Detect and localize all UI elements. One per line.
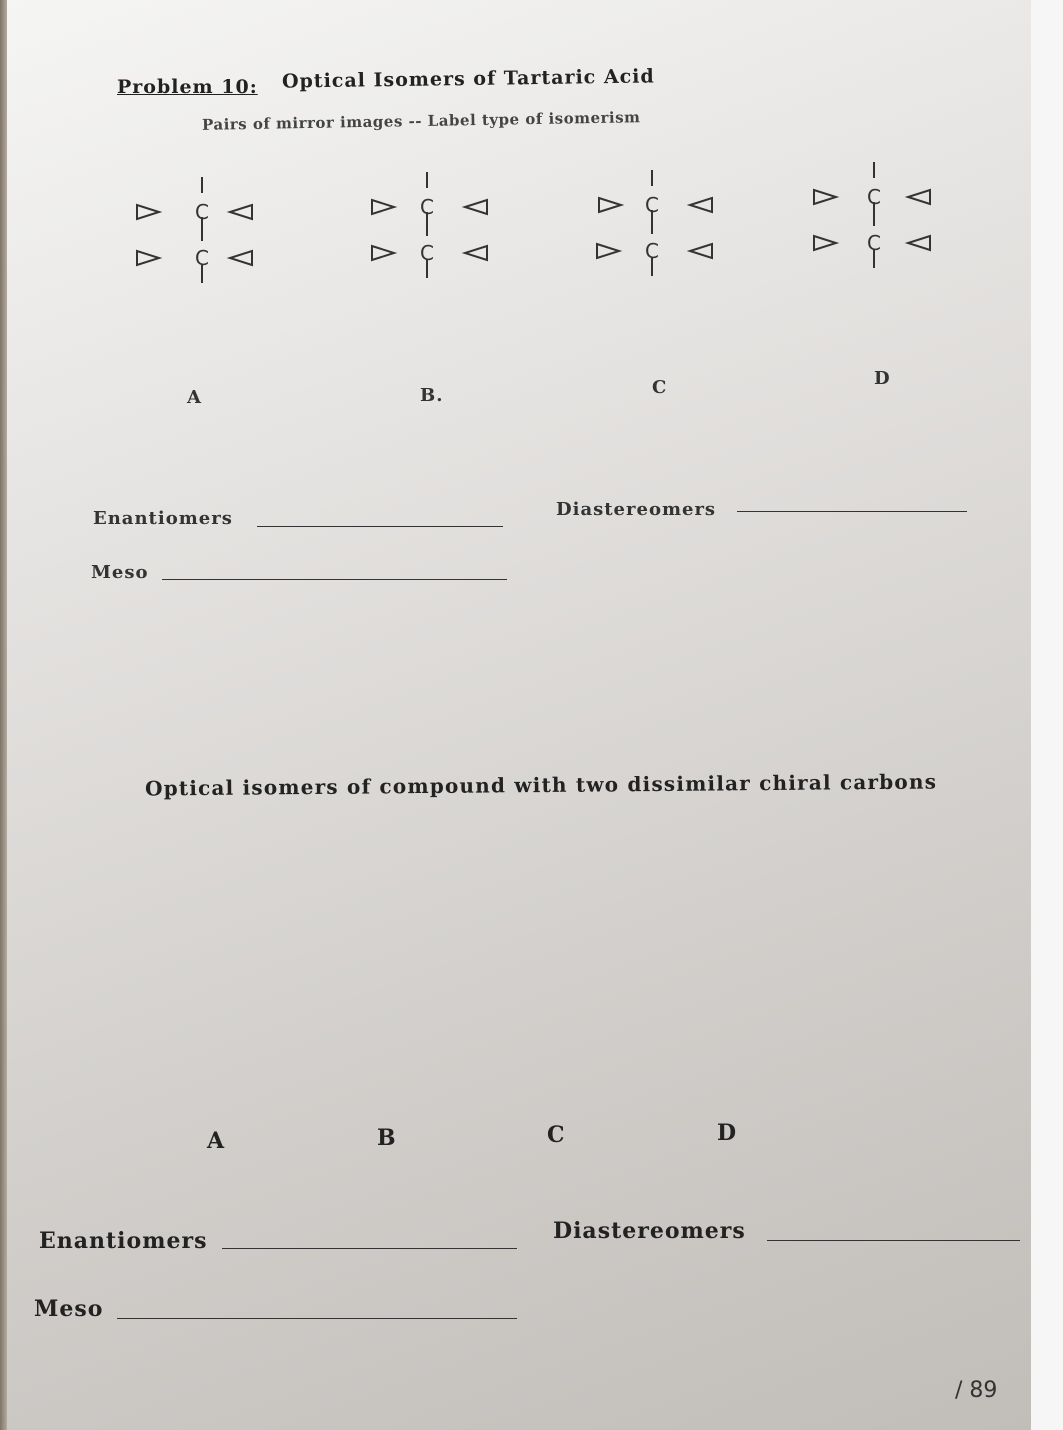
part1-meso-label: Meso — [91, 562, 149, 583]
molecule-b-carbon-upper: C — [420, 195, 434, 219]
part2-label-b: B — [377, 1125, 397, 1151]
problem-number: Problem 10: — [117, 76, 258, 98]
part1-enantiomers-blank[interactable] — [257, 526, 503, 527]
part2-label-a: A — [207, 1128, 226, 1154]
worksheet-page — [7, 0, 1031, 1430]
part1-label-a: A — [187, 387, 202, 408]
problem-subtitle: Pairs of mirror images -- Label type of isomerism — [201, 108, 641, 134]
molecule-d-carbon-lower: C — [867, 231, 881, 255]
problem-title: Optical Isomers of Tartaric Acid — [281, 65, 655, 93]
molecule-a-carbon-upper: C — [195, 200, 209, 224]
molecule-a-carbon-lower: C — [195, 246, 209, 270]
part1-label-b: B. — [420, 385, 444, 406]
part1-meso-blank[interactable] — [162, 579, 507, 580]
molecule-d-structure — [802, 160, 952, 290]
part2-enantiomers-label: Enantiomers — [39, 1228, 208, 1254]
page-number: / 89 — [955, 1378, 998, 1403]
molecule-c-carbon-upper: C — [645, 193, 659, 217]
page-left-edge — [0, 0, 7, 1430]
part2-diastereomers-label: Diastereomers — [553, 1218, 746, 1244]
molecule-c-carbon-lower: C — [645, 239, 659, 263]
part2-heading: Optical isomers of compound with two dissimilar chiral carbons — [144, 769, 938, 801]
part2-label-c: C — [547, 1122, 566, 1148]
page-right-margin — [1031, 0, 1063, 1430]
part2-enantiomers-blank[interactable] — [222, 1248, 517, 1249]
part1-label-c: C — [652, 377, 668, 398]
part2-diastereomers-blank[interactable] — [767, 1240, 1020, 1241]
molecule-b-carbon-lower: C — [420, 241, 434, 265]
part2-label-d: D — [717, 1120, 738, 1146]
part1-enantiomers-label: Enantiomers — [93, 508, 233, 529]
molecule-a-structure — [127, 175, 277, 305]
part1-diastereomers-label: Diastereomers — [556, 499, 717, 520]
molecule-c-structure — [577, 168, 727, 298]
part1-label-d: D — [874, 368, 891, 389]
part2-meso-blank[interactable] — [117, 1318, 517, 1319]
part1-diastereomers-blank[interactable] — [737, 511, 967, 512]
molecule-d-carbon-upper: C — [867, 185, 881, 209]
molecule-b-structure — [352, 170, 502, 300]
part2-meso-label: Meso — [34, 1296, 104, 1322]
